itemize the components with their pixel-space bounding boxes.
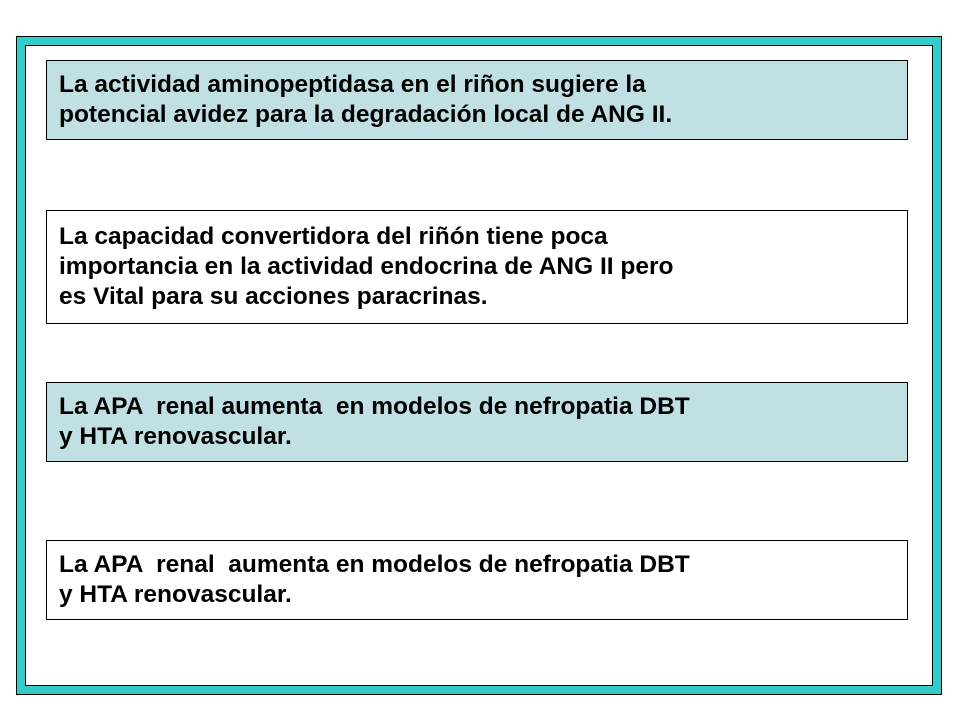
- statement-line: La APA renal aumenta en modelos de nefropatia DBT: [59, 551, 690, 578]
- statement-line: es Vital para su acciones paracrinas.: [59, 283, 488, 310]
- statement-line: La capacidad convertidora del riñón tiene poca: [59, 223, 608, 250]
- statement-box-convertidora: [46, 210, 908, 324]
- statement-line: La actividad aminopeptidasa en el riñon sugiere la: [59, 71, 646, 98]
- statement-line: y HTA renovascular.: [59, 581, 292, 608]
- statement-text: [59, 222, 673, 312]
- statement-line: importancia en la actividad endocrina de ANG II pero: [59, 253, 674, 280]
- statement-text: [59, 70, 672, 130]
- statement-line: potencial avidez para la degradación local de ANG II.: [59, 101, 673, 128]
- statement-line: La APA renal aumenta en modelos de nefropatia DBT: [59, 393, 690, 420]
- statement-text: [59, 392, 690, 452]
- statement-box-apa-renal-2: [46, 540, 908, 620]
- statement-text: [59, 550, 690, 610]
- statement-box-aminopeptidase: [46, 60, 908, 140]
- statement-line: y HTA renovascular.: [59, 423, 292, 450]
- statement-box-apa-renal-1: [46, 382, 908, 462]
